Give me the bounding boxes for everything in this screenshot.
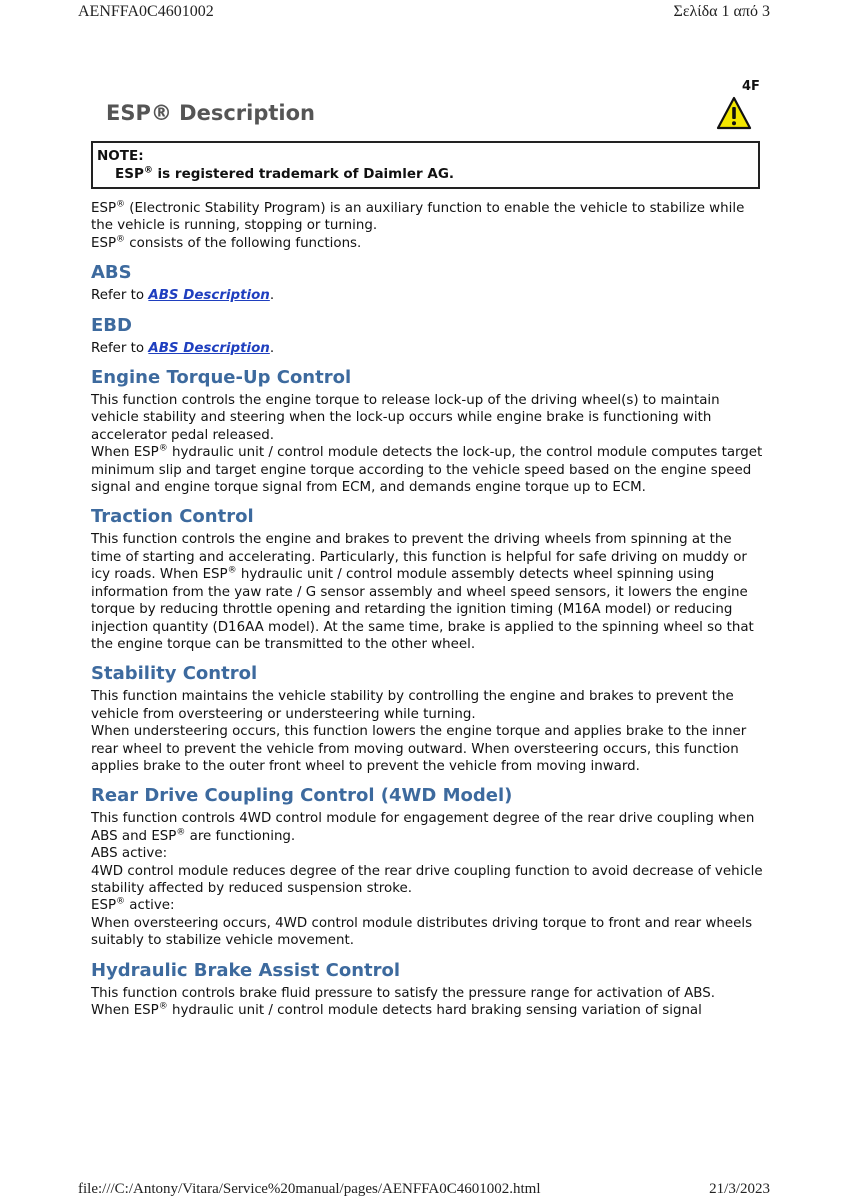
intro-paragraph: ESP® consists of the following functions.: [91, 234, 362, 251]
paragraph: This function controls the engine torque to release lock-up of the driving wheel(s) to maintain vehicle stability and steering when the lock-up occurs while engine brake is functioning with accelerator pedal released.: [91, 393, 720, 443]
abs-description-link[interactable]: ABS Description: [148, 288, 270, 304]
heading-hydraulic-brake-assist: Hydraulic Brake Assist Control: [91, 959, 401, 981]
warning-triangle-icon: [716, 96, 752, 130]
file-path: file:///C:/Antony/Vitara/Service%20manual/pages/AENFFA0C4601002.html: [78, 1181, 541, 1197]
paragraph: When ESP® hydraulic unit / control module detects hard braking sensing variation of signal: [91, 1001, 702, 1018]
ebd-reference: Refer to ABS Description.: [91, 340, 275, 356]
paragraph: When understeering occurs, this function lowers the engine torque and applies brake to the inner rear wheel to prevent the vehicle from moving outward. When oversteering occurs, this function applies brake to the outer front wheel to prevent the vehicle from moving inward.: [91, 724, 747, 774]
paragraph: ESP® active:: [91, 896, 175, 914]
heading-rear-drive-coupling: Rear Drive Coupling Control (4WD Model): [91, 785, 513, 807]
heading-traction-control: Traction Control: [91, 506, 254, 528]
paragraph: 4WD control module reduces degree of the rear drive coupling function to avoid decrease of vehicle stability affected by reduced suspension stroke.: [91, 863, 763, 896]
paragraph: When oversteering occurs, 4WD control module distributes driving torque to front and rear wheels suitably to stabilize vehicle movement.: [91, 915, 753, 949]
heading-ebd: EBD: [91, 314, 132, 336]
paragraph: ABS active:: [91, 846, 168, 862]
page-number: Σελίδα 1 από 3: [673, 3, 770, 20]
section-code: 4F: [742, 79, 760, 94]
print-date: 21/3/2023: [709, 1181, 770, 1197]
note-text: ESP® is registered trademark of Daimler AG.: [115, 165, 455, 182]
note-title: NOTE:: [97, 148, 144, 164]
paragraph: This function controls brake fluid pressure to satisfy the pressure range for activation of ABS.: [91, 985, 715, 1001]
heading-abs: ABS: [91, 262, 132, 284]
abs-description-link[interactable]: ABS Description: [148, 340, 270, 356]
page-title: ESP® Description: [106, 101, 315, 125]
paragraph: When ESP® hydraulic unit / control module detects the lock-up, the control module computes target minimum slip and target engine torque according to the vehicle speed based on the engine speed signal and engine torque signal from ECM, and demands engine torque up to ECM.: [91, 443, 763, 496]
paragraph: This function maintains the vehicle stability by controlling the engine and brakes to prevent the vehicle from oversteering or understeering while turning.: [91, 689, 734, 722]
paragraph: This function controls 4WD control module for engagement degree of the rear drive coupling when ABS and ESP® are functioning.: [91, 811, 755, 844]
heading-stability-control: Stability Control: [91, 663, 258, 685]
paragraph: This function controls the engine and brakes to prevent the driving wheels from spinning at the time of starting and accelerating. Particularly, this function is helpful for safe driving on muddy or icy roads. When ESP® hydraulic unit / control module assembly detects wheel spinning using information from the yaw rate / G sensor assembly and wheel speed sensors, it lowers the engine torque by reducing throttle opening and retarding the ignition timing (M16A model) or reducing injection quantity (D16AA model). At the same time, brake is applied to the spinning wheel so that the engine torque can be transmitted to the other wheel.: [91, 532, 754, 652]
document-id: AENFFA0C4601002: [78, 3, 214, 20]
abs-reference: Refer to ABS Description.: [91, 288, 275, 304]
heading-engine-torque-up: Engine Torque-Up Control: [91, 367, 352, 389]
intro-paragraph: ESP® (Electronic Stability Program) is an auxiliary function to enable the vehicle to stabilize while the vehicle is running, stopping or turning.: [91, 199, 745, 234]
note-box: [91, 141, 760, 189]
document-body: [91, 200, 763, 1019]
